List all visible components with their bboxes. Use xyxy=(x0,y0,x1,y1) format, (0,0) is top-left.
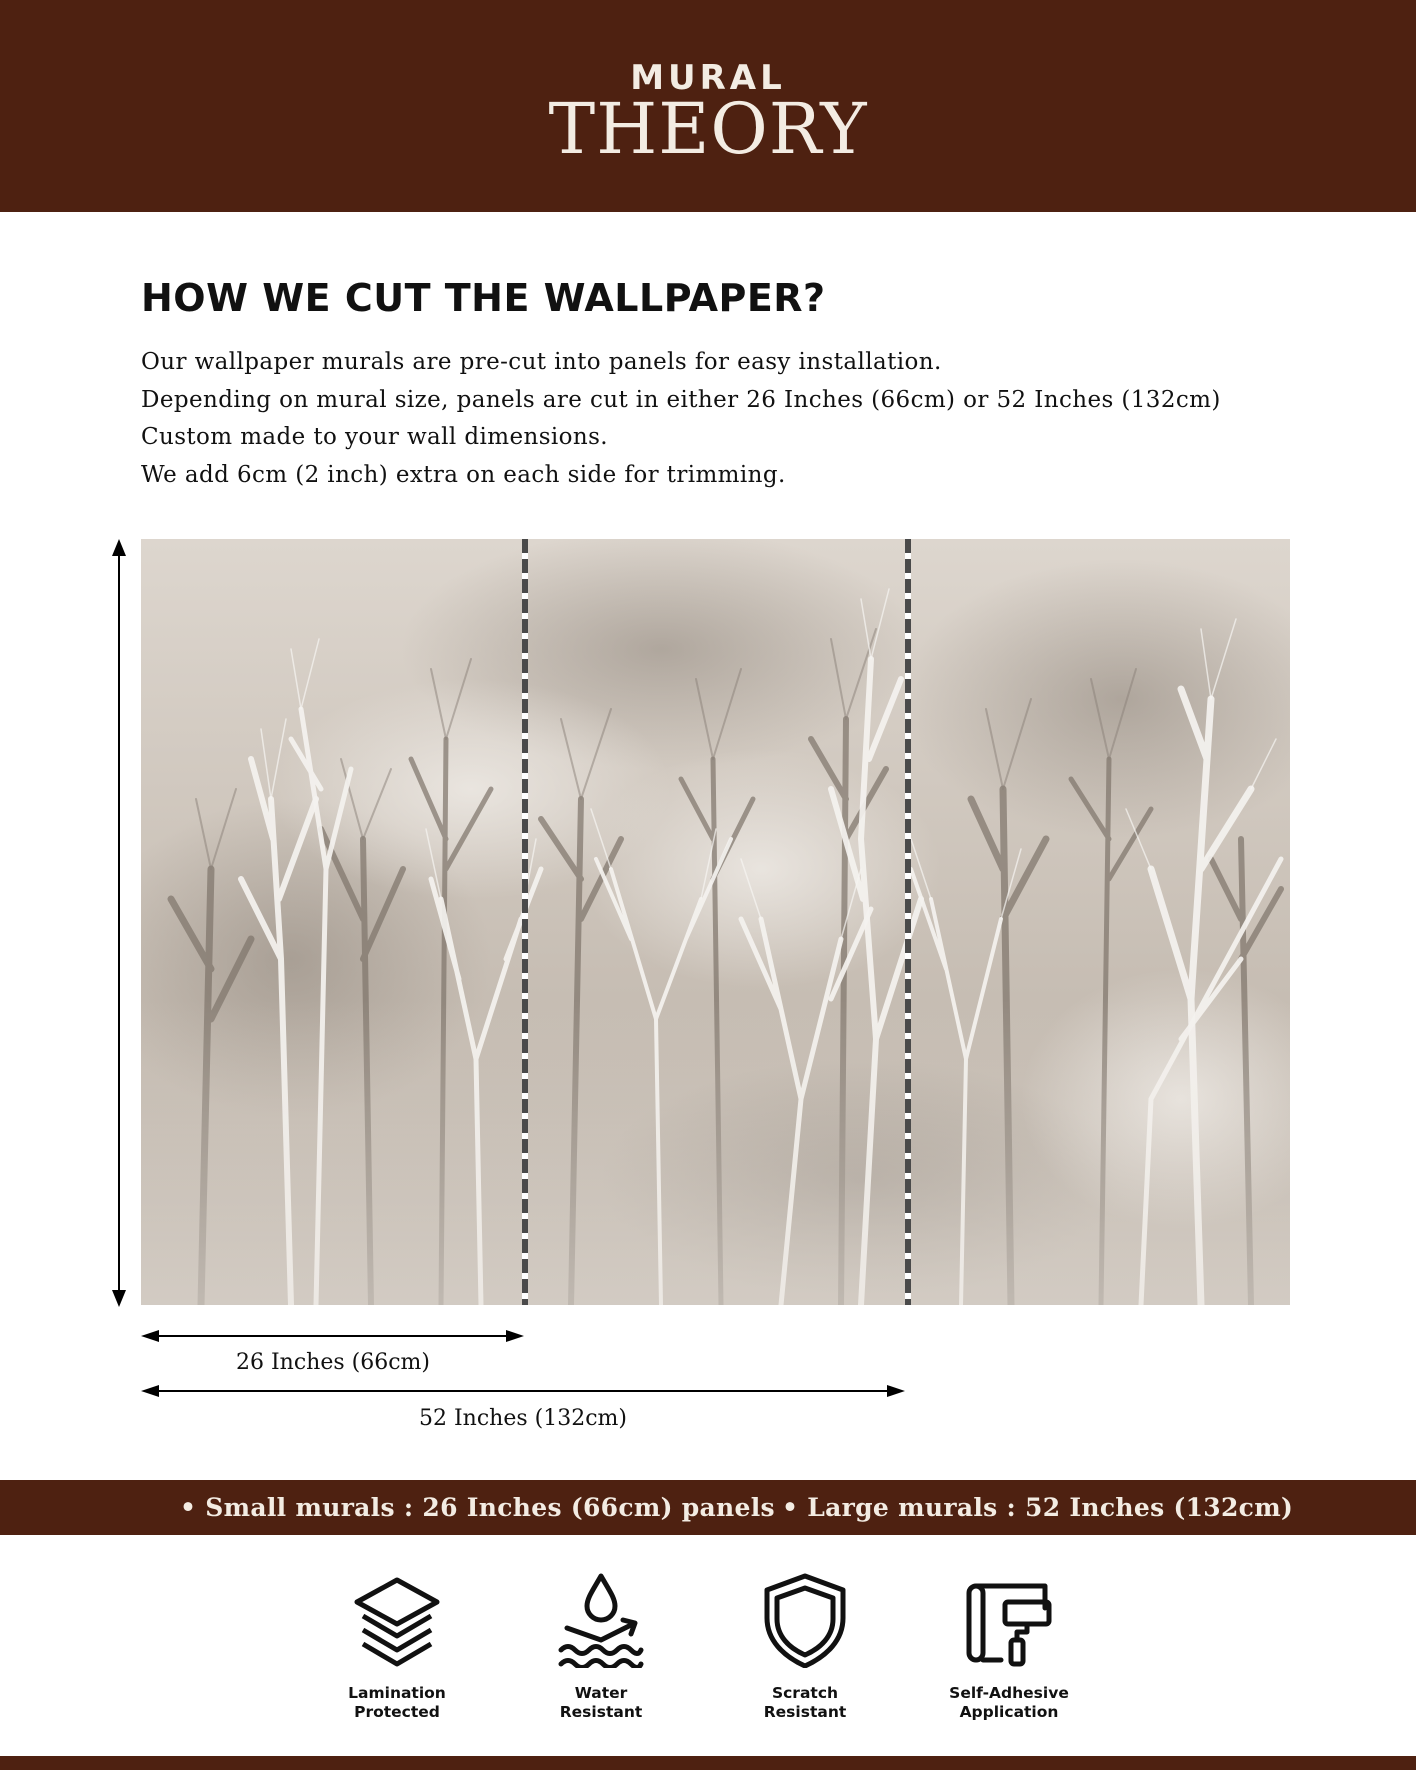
size-info-band xyxy=(0,1480,1416,1535)
footer-bar xyxy=(0,1756,1416,1770)
description-line: Depending on mural size, panels are cut in either 26 Inches (66cm) or 52 Inches (132cm) xyxy=(141,386,1221,413)
water-drop-icon xyxy=(553,1572,649,1668)
feature-label: Water Resistant xyxy=(559,1684,643,1721)
large-panel-width-label: 52 Inches (132cm) xyxy=(419,1406,627,1431)
large-panel-width-arrow xyxy=(141,1385,905,1397)
panel-cut-line xyxy=(522,539,528,1305)
layers-icon xyxy=(349,1572,445,1668)
paint-roller-icon xyxy=(961,1572,1057,1668)
shield-icon xyxy=(757,1572,853,1668)
panel-cut-line xyxy=(905,539,911,1305)
small-panel-width-label: 26 Inches (66cm) xyxy=(236,1350,430,1375)
feature-label: Lamination Protected xyxy=(348,1684,446,1721)
description-line: Our wallpaper murals are pre-cut into panels for easy installation. xyxy=(141,349,942,375)
mural-preview-image xyxy=(141,539,1290,1305)
feature-water-resistant xyxy=(506,1572,696,1722)
height-arrow xyxy=(112,539,126,1307)
brand-logo-theory: THEORY xyxy=(548,88,868,170)
page-title: HOW WE CUT THE WALLPAPER? xyxy=(141,276,826,320)
brand-header xyxy=(0,0,1416,212)
forest-mural-illustration xyxy=(141,539,1290,1305)
description-line: Custom made to your wall dimensions. xyxy=(141,424,609,450)
feature-lamination xyxy=(302,1572,492,1722)
small-panel-width-arrow xyxy=(141,1330,524,1342)
feature-scratch-resistant xyxy=(710,1572,900,1722)
description xyxy=(141,344,1341,494)
brand-logo-mural: MURAL xyxy=(630,58,786,98)
feature-self-adhesive xyxy=(914,1572,1104,1722)
large-murals-info: • Large murals : 52 Inches (132cm) xyxy=(782,1493,1294,1522)
description-line: We add 6cm (2 inch) extra on each side for trimming. xyxy=(141,461,786,488)
feature-label: Scratch Resistant xyxy=(763,1684,847,1721)
small-murals-info: • Small murals : 26 Inches (66cm) panels xyxy=(180,1493,775,1522)
feature-label: Self-Adhesive Application xyxy=(949,1684,1069,1721)
